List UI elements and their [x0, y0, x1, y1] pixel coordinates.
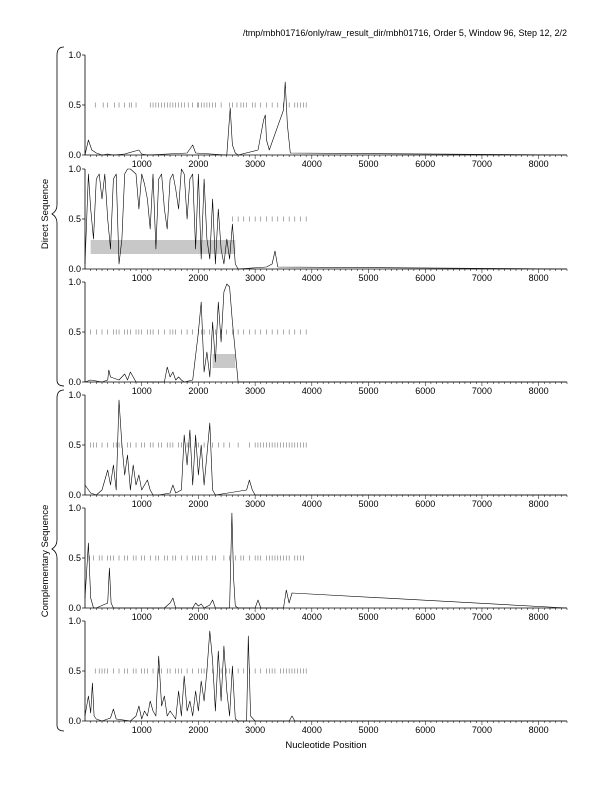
- y-tick-label: 0.0: [68, 716, 81, 726]
- x-tick-label: 6000: [415, 386, 436, 396]
- x-tick-label: 1000: [131, 273, 152, 283]
- x-tick-label: 7000: [471, 386, 492, 396]
- series-line-1: [85, 513, 567, 608]
- x-tick-label: 1000: [131, 612, 152, 622]
- x-tick-label: 8000: [528, 159, 549, 169]
- x-tick-label: 2000: [188, 612, 209, 622]
- x-tick-label: 4000: [301, 499, 322, 509]
- x-tick-label: 6000: [415, 159, 436, 169]
- x-tick-label: 7000: [471, 159, 492, 169]
- y-tick-label: 1.0: [68, 390, 81, 400]
- x-tick-label: 5000: [358, 725, 379, 735]
- plot-panels: [68, 50, 567, 735]
- x-tick-label: 1000: [131, 386, 152, 396]
- x-tick-label: 6000: [415, 273, 436, 283]
- y-tick-label: 0.5: [68, 666, 81, 676]
- highlight-region-1: [213, 354, 236, 368]
- series-line-1: [85, 400, 567, 495]
- x-tick-label: 2000: [188, 499, 209, 509]
- x-tick-label: 4000: [301, 273, 322, 283]
- panel-3: [68, 277, 567, 396]
- x-tick-label: 8000: [528, 612, 549, 622]
- x-tick-label: 4000: [301, 725, 322, 735]
- x-tick-label: 8000: [528, 725, 549, 735]
- x-tick-label: 6000: [415, 612, 436, 622]
- y-tick-label: 1.0: [68, 277, 81, 287]
- x-tick-label: 4000: [301, 386, 322, 396]
- x-tick-label: 2000: [188, 386, 209, 396]
- y-tick-label: 0.0: [68, 377, 81, 387]
- x-tick-label: 5000: [358, 273, 379, 283]
- highlight-region-1: [91, 240, 236, 254]
- x-tick-label: 2000: [188, 725, 209, 735]
- y-tick-label: 0.0: [68, 264, 81, 274]
- y-tick-label: 1.0: [68, 164, 81, 174]
- x-tick-label: 1000: [131, 159, 152, 169]
- panel-1: [68, 50, 567, 169]
- series-line-1: [85, 82, 567, 155]
- x-tick-label: 4000: [301, 612, 322, 622]
- x-tick-label: 3000: [245, 499, 266, 509]
- x-tick-label: 3000: [245, 273, 266, 283]
- y-tick-label: 0.5: [68, 327, 81, 337]
- x-tick-label: 5000: [358, 159, 379, 169]
- figure-header: /tmp/mbh01716/only/raw_result_dir/mbh01716, Order 5, Window 96, Step 12, 2/2: [242, 28, 567, 38]
- complementary-sequence-label: Complementary Sequence: [40, 504, 51, 618]
- panel-5: [68, 503, 567, 622]
- y-tick-label: 0.5: [68, 553, 81, 563]
- x-tick-label: 1000: [131, 499, 152, 509]
- x-tick-label: 5000: [358, 499, 379, 509]
- y-tick-label: 1.0: [68, 616, 81, 626]
- x-tick-label: 1000: [131, 725, 152, 735]
- panel-4: [68, 390, 567, 509]
- x-tick-label: 7000: [471, 499, 492, 509]
- y-tick-label: 1.0: [68, 50, 81, 60]
- x-tick-label: 5000: [358, 612, 379, 622]
- y-tick-label: 0.5: [68, 440, 81, 450]
- complementary-sequence-brace: [52, 390, 64, 731]
- y-tick-label: 0.0: [68, 150, 81, 160]
- x-tick-label: 3000: [245, 725, 266, 735]
- x-axis-label: Nucleotide Position: [285, 740, 367, 751]
- x-tick-label: 2000: [188, 159, 209, 169]
- y-tick-label: 0.5: [68, 214, 81, 224]
- y-tick-label: 0.5: [68, 100, 81, 110]
- x-tick-label: 7000: [471, 273, 492, 283]
- series-line-1: [85, 284, 567, 382]
- x-tick-label: 7000: [471, 725, 492, 735]
- x-tick-label: 8000: [528, 386, 549, 396]
- x-tick-label: 3000: [245, 386, 266, 396]
- panel-6: [68, 616, 567, 735]
- series-line-1: [85, 631, 567, 721]
- x-tick-label: 3000: [245, 159, 266, 169]
- direct-sequence-brace: [52, 47, 64, 386]
- x-tick-label: 2000: [188, 273, 209, 283]
- x-tick-label: 7000: [471, 612, 492, 622]
- x-tick-label: 3000: [245, 612, 266, 622]
- panel-2: [68, 164, 567, 283]
- x-tick-label: 8000: [528, 499, 549, 509]
- x-tick-label: 4000: [301, 159, 322, 169]
- x-tick-label: 6000: [415, 499, 436, 509]
- x-tick-label: 8000: [528, 273, 549, 283]
- y-tick-label: 0.0: [68, 603, 81, 613]
- y-tick-label: 0.0: [68, 490, 81, 500]
- direct-sequence-label: Direct Sequence: [40, 178, 51, 250]
- y-tick-label: 1.0: [68, 503, 81, 513]
- x-tick-label: 5000: [358, 386, 379, 396]
- x-tick-label: 6000: [415, 725, 436, 735]
